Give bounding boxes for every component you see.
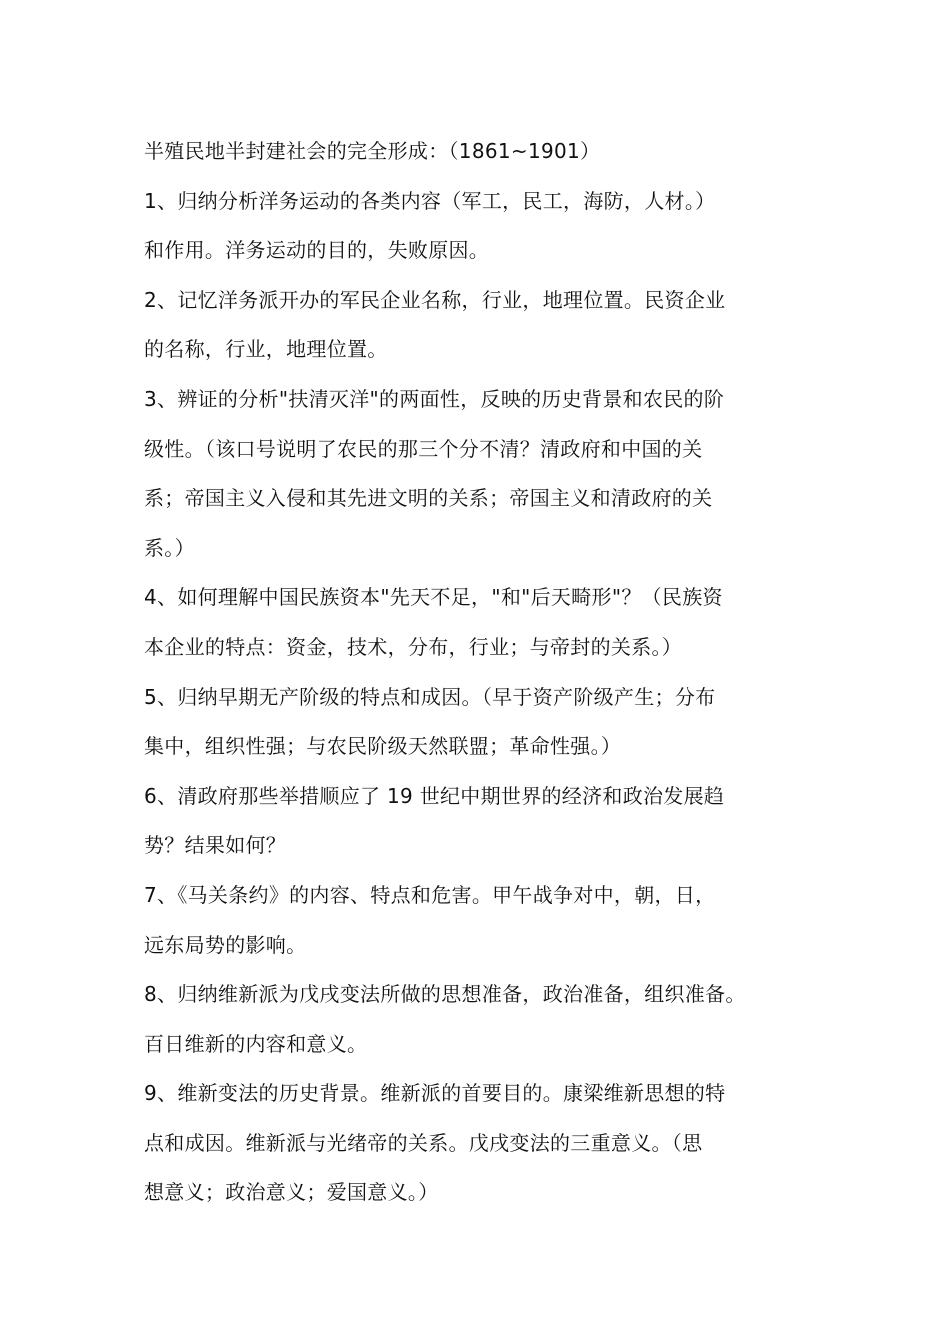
item-4-line-2: 本企业的特点：资金，技术，分布，行业；与帝封的关系。） xyxy=(144,634,683,659)
item-1-line-1: 1、归纳分析洋务运动的各类内容（军工，民工，海防，人材。） xyxy=(144,188,716,213)
item-9-line-1: 9、维新变法的历史背景。维新派的首要目的。康梁维新思想的特 xyxy=(144,1081,726,1106)
section-heading: 半殖民地半封建社会的完全形成：（1861~1901） xyxy=(144,139,601,163)
item-3-line-4: 系。） xyxy=(144,535,195,560)
item-9-line-2: 点和成因。维新派与光绪帝的关系。戊戌变法的三重意义。（思 xyxy=(144,1130,703,1155)
item-2-line-1: 2、记忆洋务派开办的军民企业名称，行业，地理位置。民资企业 xyxy=(144,287,726,312)
item-5-line-1: 5、归纳早期无产阶级的特点和成因。（早于资产阶级产生；分布 xyxy=(144,684,716,709)
item-3-line-2: 级性。（该口号说明了农民的那三个分不清？清政府和中国的关 xyxy=(144,436,703,461)
document-body xyxy=(144,127,834,1218)
item-9-line-3: 想意义；政治意义；爱国意义。） xyxy=(144,1180,439,1205)
item-6-line-2: 势？结果如何？ xyxy=(144,833,287,858)
item-1-line-2: 和作用。洋务运动的目的，失败原因。 xyxy=(144,238,490,263)
item-8-line-2: 百日维新的内容和意义。 xyxy=(144,1031,368,1056)
item-7-line-1: 7、《马关条约》的内容、特点和危害。甲午战争对中，朝，日， xyxy=(144,882,716,907)
item-3-line-1: 3、辨证的分析"扶清灭洋"的两面性，反映的历史背景和农民的阶 xyxy=(144,386,725,411)
item-8-line-1: 8、归纳维新派为戊戌变法所做的思想准备，政治准备，组织准备。 xyxy=(144,982,746,1007)
item-2-line-2: 的名称，行业，地理位置。 xyxy=(144,337,388,362)
item-7-line-2: 远东局势的影响。 xyxy=(144,932,307,957)
item-4-line-1: 4、如何理解中国民族资本"先天不足，"和"后天畸形"？（民族资 xyxy=(144,585,723,610)
item-6-line-1: 6、清政府那些举措顺应了 19 世纪中期世界的经济和政治发展趋 xyxy=(144,783,725,808)
item-3-line-3: 系；帝国主义入侵和其先进文明的关系；帝国主义和清政府的关 xyxy=(144,486,713,511)
item-5-line-2: 集中，组织性强；与农民阶级天然联盟；革命性强。） xyxy=(144,734,622,759)
